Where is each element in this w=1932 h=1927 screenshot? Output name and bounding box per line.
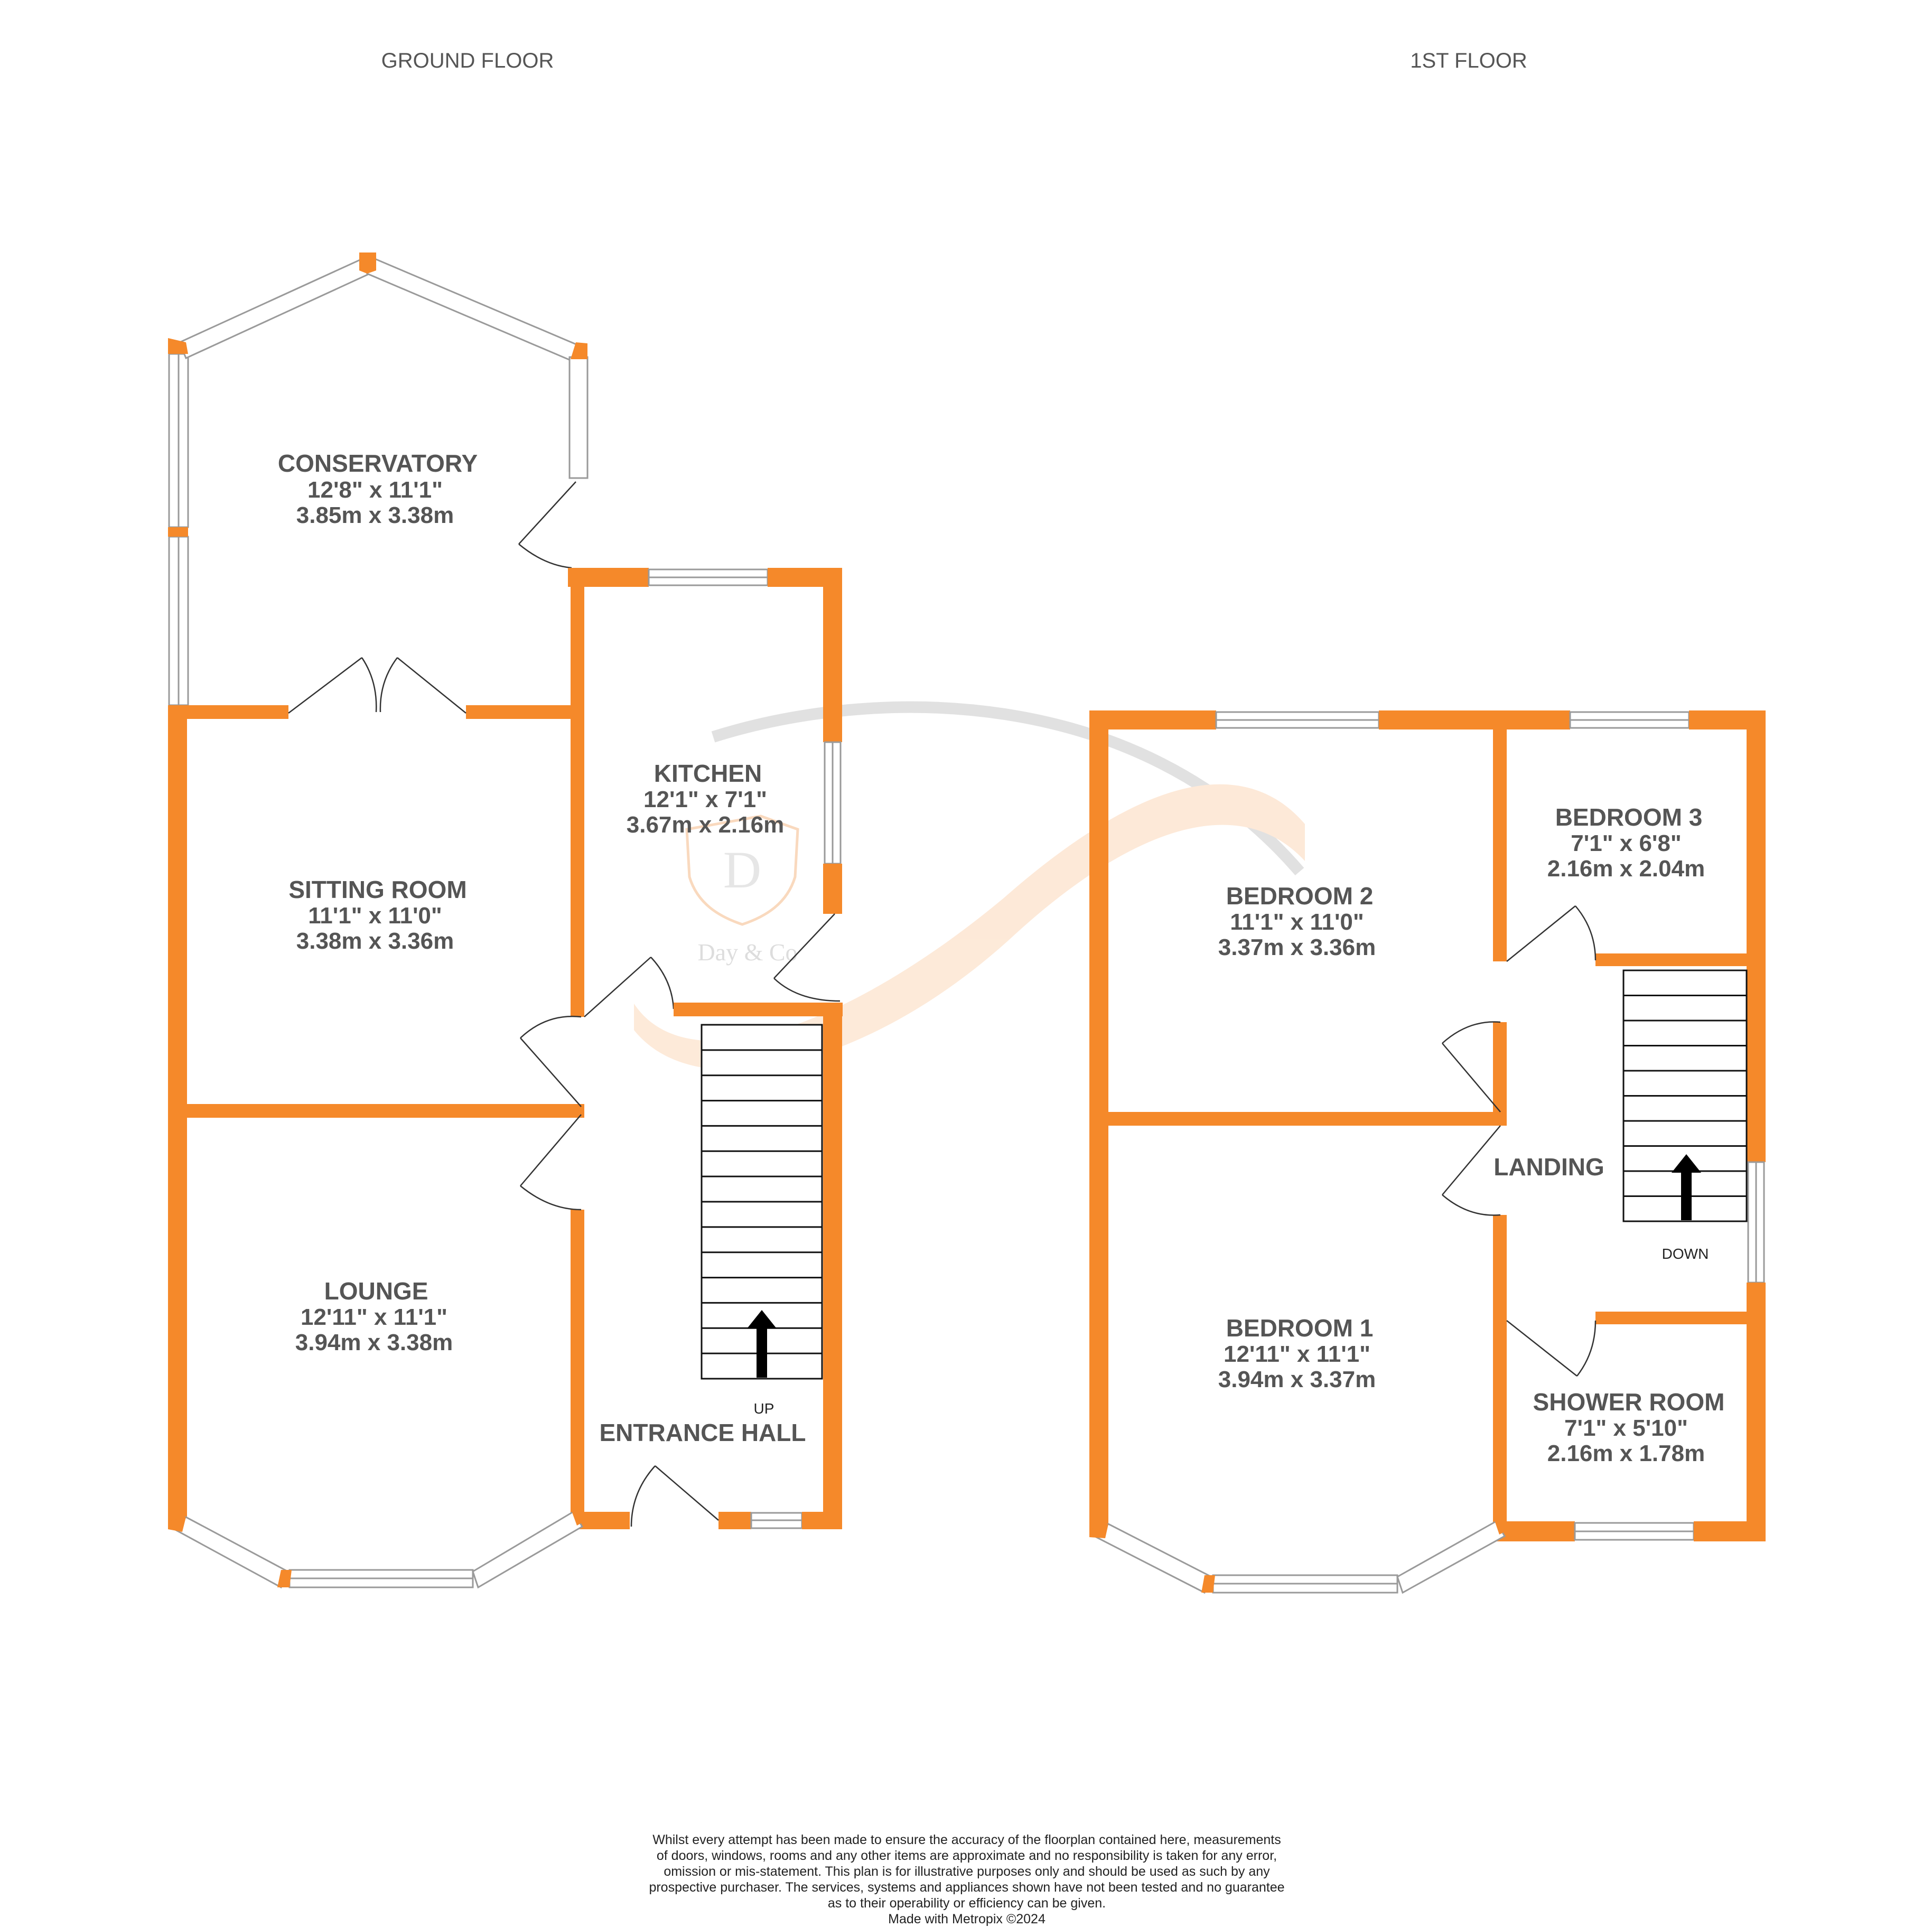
bedroom-2-imperial: 11'1" x 11'0" (1230, 909, 1364, 935)
shower-room-door[interactable] (1507, 1321, 1595, 1376)
conservatory-apex-post (359, 252, 376, 274)
kitchen-hall-divider (674, 1003, 843, 1016)
hall-bottom-wall-mid (718, 1512, 751, 1529)
kitchen-label (627, 760, 784, 838)
kitchen-right-wall-lower (823, 864, 842, 914)
bedroom-2-door[interactable] (1442, 1022, 1500, 1112)
bedroom-2-1-divider (1089, 1112, 1507, 1126)
disclaimer-line: of doors, windows, rooms and any other items are approximate and no responsibility is taken for any error, (656, 1848, 1277, 1863)
disclaimer (571, 1832, 1363, 1927)
kitchen-door[interactable] (584, 957, 674, 1017)
shower-room-top-wall (1595, 1312, 1766, 1324)
first-spine-mid (1493, 1022, 1507, 1113)
first-staircase[interactable] (1623, 970, 1747, 1262)
lounge-bay-window (168, 1508, 584, 1587)
kitchen-metric: 3.67m x 2.16m (626, 812, 785, 838)
bedroom-3-imperial: 7'1" x 6'8" (1571, 830, 1682, 856)
bedroom-3-door[interactable] (1507, 906, 1595, 961)
first-floor-plan (1089, 710, 1766, 1593)
sitting-room-label (288, 876, 466, 954)
sitting-room-top-wall-right (466, 705, 572, 719)
sitting-lounge-divider (168, 1104, 584, 1118)
front-door[interactable] (631, 1466, 718, 1527)
kitchen-right-wall-upper (823, 568, 842, 742)
shower-room-imperial: 7'1" x 5'10" (1564, 1415, 1688, 1441)
lounge-bay-right (473, 1512, 582, 1587)
ground-floor-plan (168, 252, 843, 1587)
ground-floor-title: GROUND FLOOR (381, 49, 554, 72)
bedroom-3-label (1547, 803, 1705, 882)
sitting-room-french-doors[interactable] (288, 658, 466, 713)
bedroom-1-bay-left (1096, 1524, 1211, 1593)
entrance-hall-name: ENTRANCE HALL (599, 1419, 806, 1446)
sitting-room-metric: 3.38m x 3.36m (296, 928, 454, 954)
lounge-label (295, 1277, 453, 1355)
disclaimer-line: as to their operability or efficiency can be given. (827, 1896, 1106, 1911)
bedroom-1-label (1218, 1314, 1376, 1392)
conservatory-name: CONSERVATORY (277, 450, 478, 477)
first-right-wall-upper (1747, 710, 1766, 1162)
first-floor-title: 1ST FLOOR (1410, 49, 1527, 72)
conservatory-window-top-right (367, 258, 584, 363)
shower-room-name: SHOWER ROOM (1533, 1388, 1725, 1416)
shower-room-label (1533, 1388, 1725, 1466)
hall-bottom-wall-right (802, 1512, 842, 1529)
bedroom-2-name: BEDROOM 2 (1226, 882, 1374, 910)
kitchen-top-wall-left (568, 568, 649, 587)
kitchen-name: KITCHEN (654, 760, 762, 787)
bedroom-2-label (1218, 882, 1376, 960)
watermark-brand: Day & Co (697, 939, 798, 966)
metropix-credit: Made with Metropix ©2024 (888, 1912, 1046, 1926)
conservatory-window-top-left (180, 258, 370, 358)
sitting-room-door[interactable] (520, 1016, 581, 1107)
bedroom-1-bay-window (1089, 1516, 1507, 1593)
bedroom-1-bay-right (1397, 1521, 1505, 1593)
hall-right-wall (823, 1003, 842, 1528)
shower-room-metric: 2.16m x 1.78m (1547, 1440, 1705, 1466)
bedroom-3-name: BEDROOM 3 (1555, 803, 1703, 831)
bedroom-1-metric: 3.94m x 3.37m (1218, 1367, 1376, 1392)
ground-stairs-up-label: UP (753, 1400, 774, 1417)
kitchen-imperial: 12'1" x 7'1" (643, 787, 767, 812)
first-stairs-down-label: DOWN (1662, 1246, 1709, 1262)
sitting-room-imperial: 11'1" x 11'0" (308, 903, 442, 929)
conservatory-post-left-mid (168, 527, 188, 537)
disclaimer-line: prospective purchaser. The services, systems and appliances shown have not been tested and no guarantee (649, 1880, 1285, 1895)
bedroom-1-name: BEDROOM 1 (1226, 1314, 1374, 1342)
bedroom-1-imperial: 12'11" x 11'1" (1223, 1341, 1371, 1367)
bedroom-3-bottom-wall (1595, 953, 1766, 966)
first-spine-upper (1493, 710, 1507, 961)
conservatory-window-right (570, 357, 587, 478)
bedroom-2-metric: 3.37m x 3.36m (1218, 934, 1376, 960)
conservatory-label (278, 450, 478, 528)
lounge-door[interactable] (520, 1115, 581, 1210)
sitting-room-name: SITTING ROOM (288, 876, 467, 903)
sitting-room-top-wall-left (168, 705, 288, 719)
bedroom-3-metric: 2.16m x 2.04m (1547, 856, 1705, 882)
bedroom-1-door[interactable] (1442, 1126, 1500, 1215)
conservatory-garden-door[interactable] (519, 482, 576, 568)
lounge-bay-left (174, 1517, 288, 1587)
spine-wall-upper (571, 568, 584, 1017)
first-top-wall-mid (1379, 710, 1570, 729)
landing-name: LANDING (1494, 1153, 1604, 1181)
spine-wall-lower (571, 1210, 584, 1516)
ground-staircase[interactable] (702, 1025, 822, 1417)
disclaimer-line: omission or mis-statement. This plan is for illustrative purposes only and should be used as such by any (664, 1864, 1270, 1879)
lounge-imperial: 12'11" x 11'1" (300, 1304, 448, 1330)
disclaimer-line: Whilst every attempt has been made to ensure the accuracy of the floorplan contained here, measurements (652, 1832, 1281, 1847)
lounge-metric: 3.94m x 3.38m (295, 1330, 453, 1355)
watermark-letter: D (723, 840, 762, 899)
lounge-name: LOUNGE (324, 1277, 428, 1305)
conservatory-metric: 3.85m x 3.38m (296, 502, 454, 528)
first-spine-lower (1493, 1215, 1507, 1541)
conservatory-imperial: 12'8" x 11'1" (307, 477, 443, 503)
shower-bottom-wall-right (1694, 1521, 1766, 1541)
